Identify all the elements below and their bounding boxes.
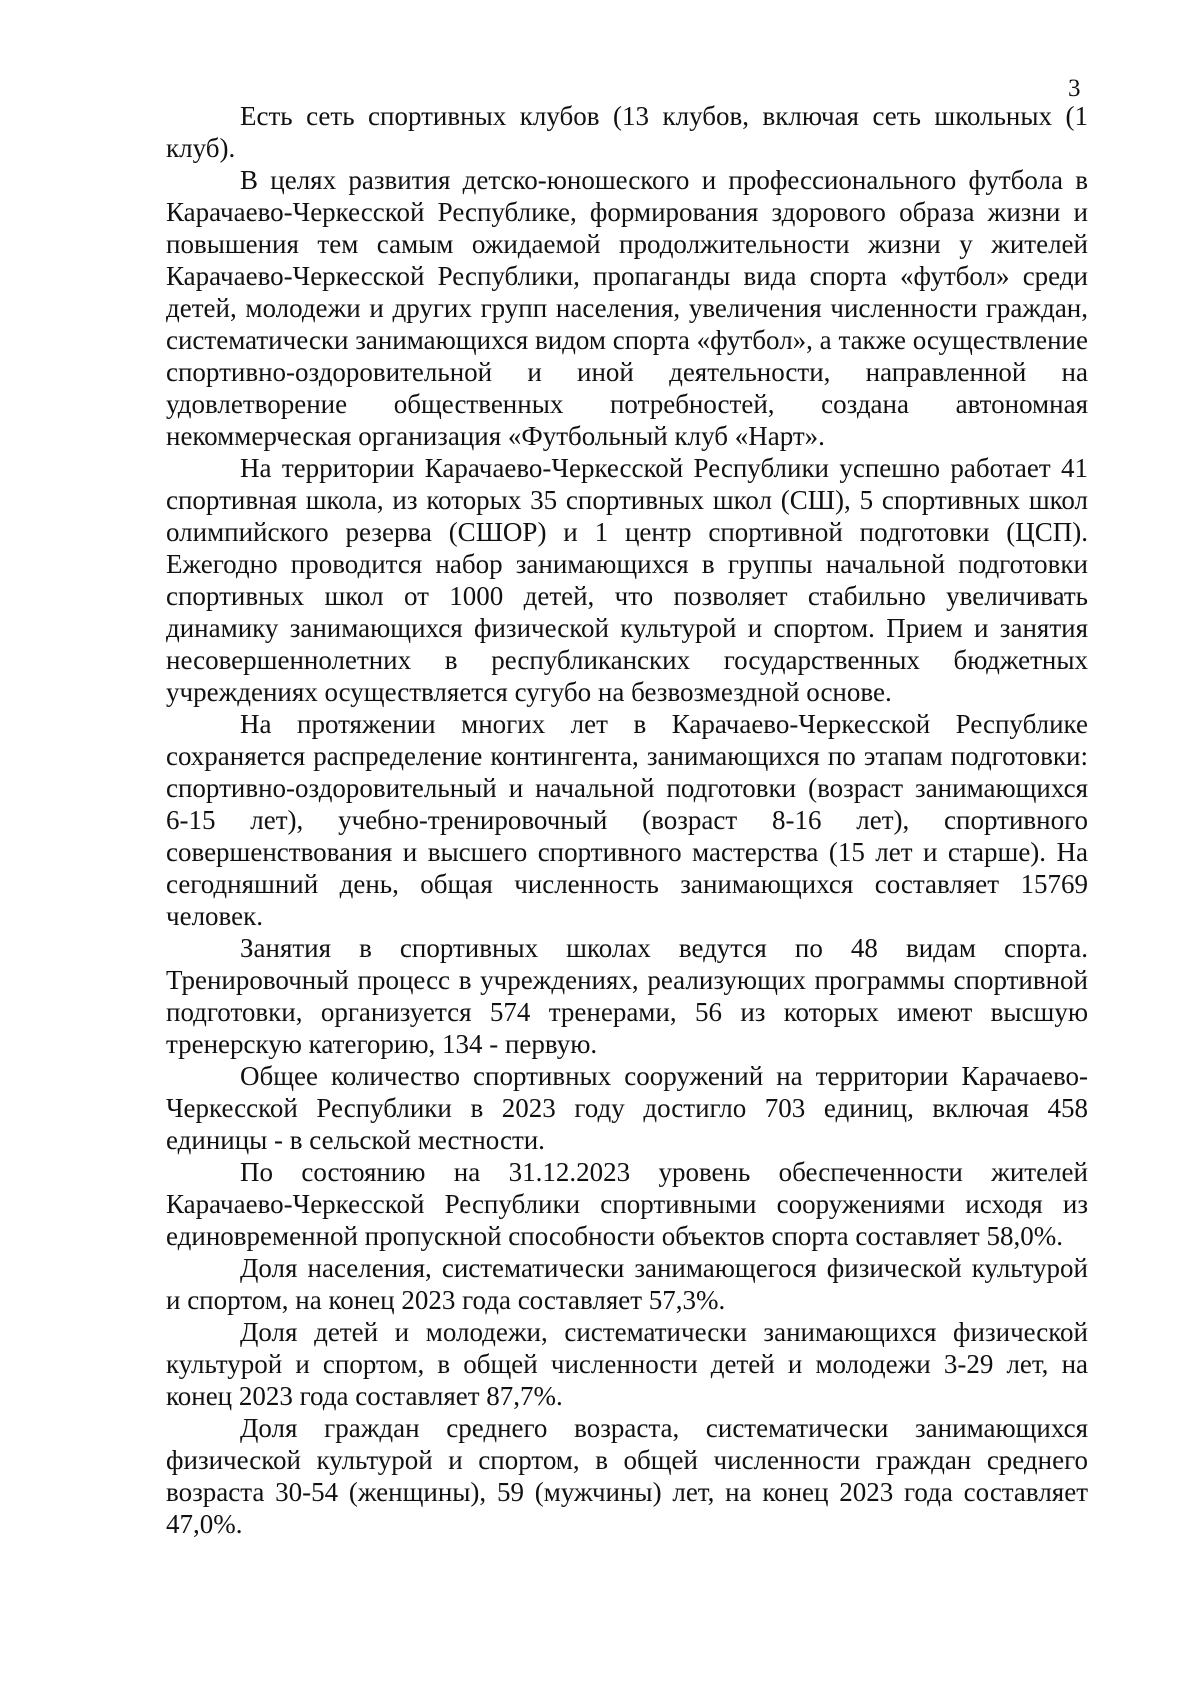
paragraph-sports-schools: На территории Карачаево-Черкесской Республики успешно работает 41 спортивная школа, из которых 35 спортивных школ (СШ), 5 спортивных школ олимпийского резерва (СШОР) и 1 центр спортивной подготовки (ЦСП). Ежегодно проводится набор занимающихся в группы начальной подготовки спортивных школ от 1000 детей, что позволяет стабильно увеличивать динамику занимающихся физической культурой и спортом. Прием и занятия несовершеннолетних в республиканских государственных бюджетных учреждениях осуществляется сугубо на безвозмездной основе. bbox=[166, 453, 1088, 707]
document-body bbox=[166, 100, 1088, 1540]
paragraph-facility-provision: По состоянию на 31.12.2023 уровень обеспеченности жителей Карачаево-Черкесской Республики спортивными сооружениями исходя из единовременной пропускной способности объектов спорта составляет 58,0%. bbox=[166, 1157, 1088, 1251]
paragraph-sports-facilities: Общее количество спортивных сооружений на территории Карачаево-Черкесской Республики в 2023 году достигло 703 единиц, включая 458 единицы - в сельской местности. bbox=[166, 1061, 1088, 1155]
paragraph-population-share: Доля населения, систематически занимающегося физической культурой и спортом, на конец 2023 года составляет 57,3%. bbox=[166, 1253, 1088, 1315]
page-number: 3 bbox=[1068, 75, 1081, 102]
paragraph-youth-share: Доля детей и молодежи, систематически занимающихся физической культурой и спортом, в общей численности детей и молодежи 3-29 лет, на конец 2023 года составляет 87,7%. bbox=[166, 1317, 1088, 1411]
paragraph-middle-age-share: Доля граждан среднего возраста, систематически занимающихся физической культурой и спортом, в общей численности граждан среднего возраста 30-54 (женщины), 59 (мужчины) лет, на конец 2023 года составляет 47,0%. bbox=[166, 1413, 1088, 1539]
paragraph-sports-disciplines: Занятия в спортивных школах ведутся по 48 видам спорта. Тренировочный процесс в учреждениях, реализующих программы спортивной подготовки, организуется 574 тренерами, 56 из которых имеют высшую тренерскую категорию, 134 - первую. bbox=[166, 933, 1088, 1059]
paragraph-sports-clubs: Есть сеть спортивных клубов (13 клубов, включая сеть школьных (1 клуб). bbox=[166, 101, 1088, 163]
paragraph-football-club: В целях развития детско-юношеского и профессионального футбола в Карачаево-Черкесской Республике, формирования здорового образа жизни и повышения тем самым ожидаемой продолжительности жизни у жителей Карачаево-Черкесской Республики, пропаганды вида спорта «футбол» среди детей, молодежи и других групп населения, увеличения численности граждан, систематически занимающихся видом спорта «футбол», а также осуществление спортивно-оздоровительной и иной деятельности, направленной на удовлетворение общественных потребностей, создана автономная некоммерческая организация «Футбольный клуб «Нарт». bbox=[166, 165, 1088, 451]
paragraph-contingent-distribution: На протяжении многих лет в Карачаево-Черкесской Республике сохраняется распределение контингента, занимающихся по этапам подготовки: спортивно-оздоровительный и начальной подготовки (возраст занимающихся 6-15 лет), учебно-тренировочный (возраст 8-16 лет), спортивного совершенствования и высшего спортивного мастерства (15 лет и старше). На сегодняшний день, общая численность занимающихся составляет 15769 человек. bbox=[166, 709, 1088, 931]
